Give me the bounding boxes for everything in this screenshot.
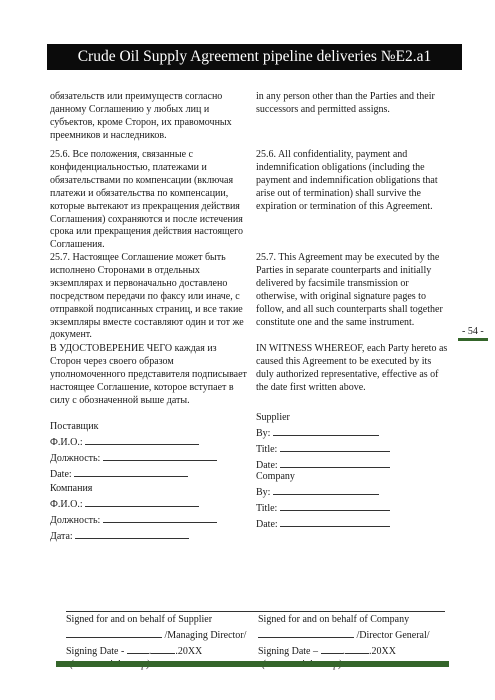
en-paragraph-25-7: 25.7. This Agreement may be executed by the Parties in separate counterparts and initially delivered by facsimile transmission or otherwise, with original signature pages to follow, and all such counterparts shall together constitute one and the same instrument.	[256, 252, 443, 328]
document-title: Crude Oil Supply Agreement pipeline deliveries №E2.a1	[77, 48, 432, 65]
footer-company-role: /Director General/	[356, 629, 430, 641]
page-number: - 54 -	[462, 326, 484, 337]
en-supplier-by-label: By:	[256, 427, 271, 439]
ru-company-title: Компания	[50, 483, 93, 494]
ru-supplier-position-label: Должность:	[50, 452, 101, 464]
footer-divider	[66, 611, 445, 612]
ru-company-block	[50, 483, 248, 544]
footer-supplier-heading: Signed for and on behalf of Supplier	[66, 614, 213, 625]
ru-company-position-blank	[103, 512, 217, 523]
ru-supplier-name-blank	[85, 434, 199, 445]
footer-company-date-sep: .	[342, 645, 345, 657]
ru-company-date-label: Дата:	[50, 530, 73, 542]
ru-paragraph-25-6: 25.6. Все положения, связанные с конфиденциальностью, платежами и обязательствами по компенсации (включая платежи и обязательства по компенсации, которые вытекают из прекращения действия Соглашения) сохраняются и после истечения срока или прекращения действия настоящего Соглашения.	[50, 149, 244, 251]
en-supplier-title-blank	[280, 441, 390, 452]
document-header	[47, 44, 462, 70]
en-supplier-title: Supplier	[256, 412, 290, 423]
footer-supplier-date-label: Signing Date -	[66, 645, 125, 657]
ru-supplier-name-label: Ф.И.О.:	[50, 436, 83, 448]
footer-accent-bar	[56, 661, 449, 667]
ru-company-name-blank	[85, 496, 199, 507]
footer-company-date-label: Signing Date –	[258, 645, 318, 657]
footer-company-month-blank	[345, 643, 369, 654]
footer-company-day-blank	[321, 643, 343, 654]
en-witness-paragraph: IN WITNESS WHEREOF, each Party hereto as caused this Agreement to be executed by its duly authorized representative, effective as of the date first written above.	[256, 343, 448, 393]
en-paragraph-1: in any person other than the Parties and their successors and permitted assigns.	[256, 91, 435, 115]
footer-company-year: .20XX	[369, 645, 396, 657]
footer-supplier-signature-blank	[66, 627, 162, 638]
en-company-by-label: By:	[256, 486, 271, 498]
en-supplier-title-label: Title:	[256, 443, 278, 455]
ru-witness-paragraph: В УДОСТОВЕРЕНИЕ ЧЕГО каждая из Сторон через своего образом уполномоченного представителя подписывает настоящее Соглашение, которое вступает в силу с обозначенной выше даты.	[50, 343, 247, 406]
footer-supplier-day-blank	[127, 643, 149, 654]
en-supplier-date-blank	[280, 457, 390, 468]
en-company-title-blank	[280, 500, 390, 511]
ru-supplier-date-blank	[74, 466, 188, 477]
en-company-title: Company	[256, 471, 295, 482]
footer-supplier-role: /Managing Director/	[164, 629, 247, 641]
english-column	[256, 91, 448, 531]
en-company-block	[256, 471, 448, 532]
en-company-by-blank	[273, 484, 379, 495]
footer-supplier-date-sep: .	[148, 645, 152, 657]
footer-company-heading: Signed for and on behalf of Company	[258, 614, 410, 625]
en-supplier-date-label: Date:	[256, 459, 278, 471]
en-supplier-block	[256, 412, 448, 473]
ru-company-date-blank	[75, 528, 189, 539]
ru-company-name-label: Ф.И.О.:	[50, 498, 83, 510]
ru-paragraph-1: обязательств или преимуществ согласно данному Соглашению у любых лиц и субъектов, кроме Сторон, их правомочных преемников и наследников.	[50, 91, 232, 141]
en-company-title-label: Title:	[256, 502, 278, 514]
en-company-date-label: Date:	[256, 518, 278, 530]
ru-paragraph-25-7: 25.7. Настоящее Соглашение может быть исполнено Сторонами в отдельных экземплярах и первоначально доставлено посредством передачи по факсу или иначе, с отправкой подписанных страниц, и все такие экземпляры вместе составляют один и тот же документ.	[50, 252, 244, 341]
footer-company-signature-blank	[258, 627, 354, 638]
en-paragraph-25-6: 25.6. All confidentiality, payment and indemnification obligations (including the payment and indemnification obligations that arise out of termination) shall survive the expiration or termination of this Agreement.	[256, 149, 438, 212]
ru-supplier-date-label: Date:	[50, 468, 72, 480]
en-supplier-by-blank	[273, 425, 379, 436]
page-number-rule	[458, 338, 488, 341]
en-company-date-blank	[280, 516, 390, 527]
ru-supplier-position-blank	[103, 450, 217, 461]
footer-supplier-month-blank	[151, 643, 175, 654]
ru-supplier-title: Поставщик	[50, 421, 99, 432]
ru-company-position-label: Должность:	[50, 514, 101, 526]
russian-column	[50, 91, 248, 542]
footer-supplier-year: .20XX	[175, 645, 203, 657]
ru-supplier-block	[50, 421, 248, 482]
